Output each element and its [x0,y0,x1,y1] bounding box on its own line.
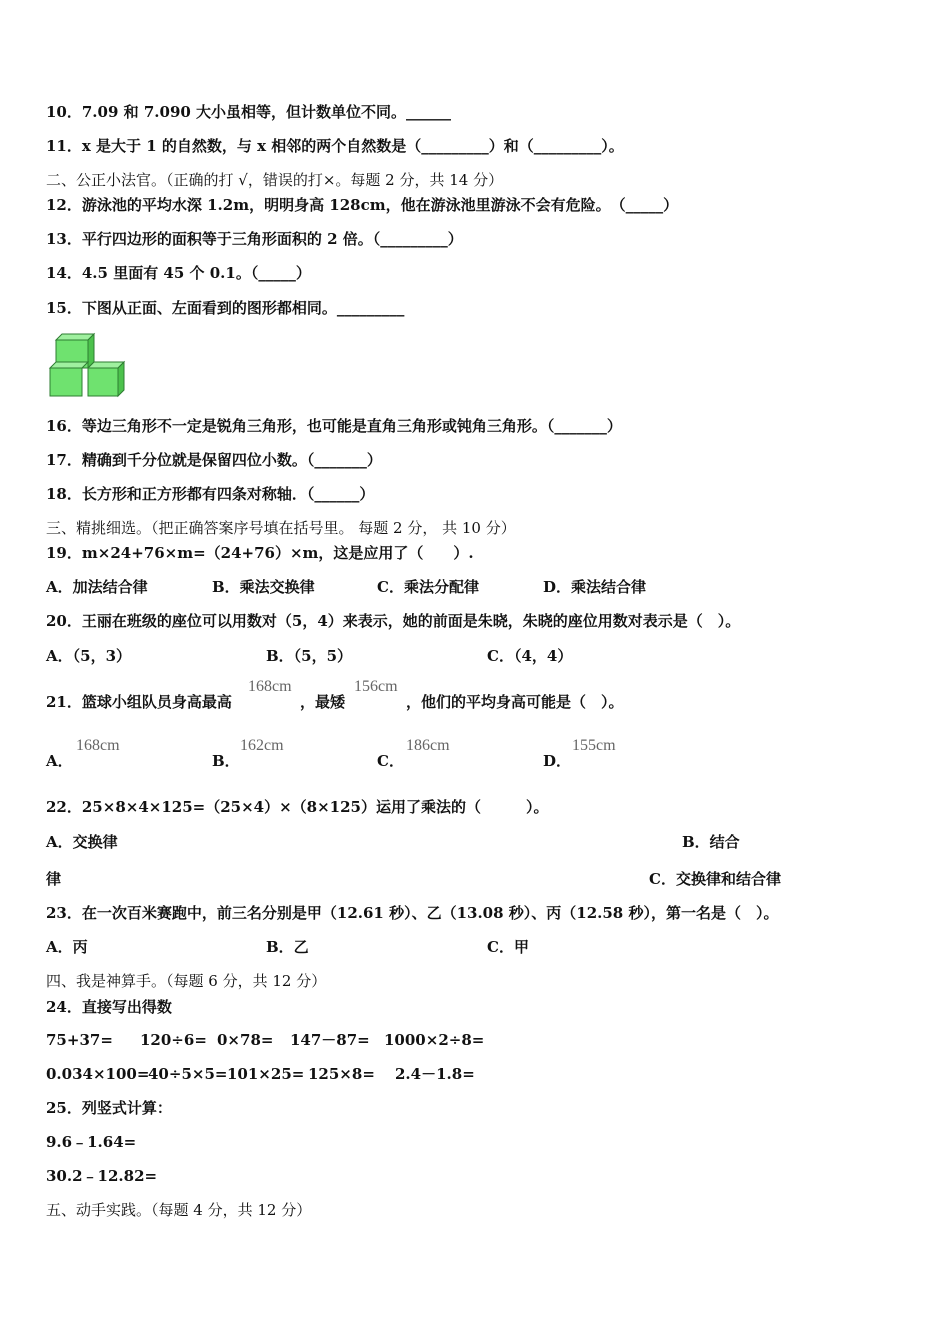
q19-option-b: B．乘法交换律 [212,578,315,596]
section-2-heading: 二、公正小法官。（正确的打 √，错误的打×。每题 2 分，共 14 分） [46,171,504,189]
q24-row1-item1: 75+37= [46,1031,113,1049]
q24-row1-item5: 1000×2÷8= [384,1031,485,1049]
q23-option-c: C．甲 [487,938,529,956]
q19-option-c: C．乘法分配律 [377,578,479,596]
question-16: 16．等边三角形不一定是锐角三角形，也可能是直角三角形或钝角三角形。（_______） [46,417,622,435]
q20-option-a: A．（5，3） [46,647,132,665]
q20-option-b: B．（5，5） [266,647,353,665]
q21-option-b-label: B． [212,752,240,770]
q24-row1-item4: 147－87= [290,1031,370,1049]
question-23: 23．在一次百米赛跑中，前三名分别是甲（12.61 秒）、乙（13.08 秒）、丙（12.58 秒），第一名是（ ）。 [46,904,779,922]
q21-option-d-label: D． [543,752,572,770]
q24-row2-item3: 101×25= [227,1065,305,1083]
question-25: 25．列竖式计算： [46,1099,172,1117]
q24-row1-item2: 120÷6= [140,1031,207,1049]
question-20: 20．王丽在班级的座位可以用数对（5，4）来表示，她的前面是朱晓，朱晓的座位用数对表示是（ ）。 [46,612,741,630]
q24-row2-item5: 2.4－1.8= [395,1065,475,1083]
q22-option-b: B．结合 [682,833,740,851]
section-4-heading: 四、我是神算手。（每题 6 分，共 12 分） [46,972,327,990]
q22-option-b-wrap: 律 [46,870,62,888]
question-22: 22．25×8×4×125=（25×4）×（8×125）运用了乘法的（ ）。 [46,798,549,816]
question-10: 10．7.09 和 7.090 大小虽相等，但计数单位不同。______ [46,103,452,121]
q21-min-height-value: 156cm [354,678,398,695]
q19-option-a: A．加法结合律 [46,578,148,596]
q22-option-a: A．交换律 [46,833,118,851]
q20-option-c: C．（4，4） [487,647,573,665]
q23-option-a: A．丙 [46,938,88,956]
question-12: 12．游泳池的平均水深 1.2m，明明身高 128cm，他在游泳池里游泳不会有危险。 （_____） [46,196,679,214]
cube-figure [46,332,126,398]
q24-row2-item2: 40÷5×5= [148,1065,228,1083]
q21-max-height-value: 168cm [248,678,292,695]
question-13: 13．平行四边形的面积等于三角形面积的 2 倍。（_________） [46,230,463,248]
q24-row1-item3: 0×78= [217,1031,274,1049]
q22-option-c: C．交换律和结合律 [649,870,781,888]
q21-text-part1: 21．篮球小组队员身高最高 [46,693,232,711]
q21-option-c-label: C． [377,752,404,770]
question-17: 17．精确到千分位就是保留四位小数。（_______） [46,451,382,469]
q21-option-d-value: 155cm [572,737,616,754]
q25-item2: 30.2﹣12.82= [46,1167,158,1185]
q24-row2-item1: 0.034×100= [46,1065,150,1083]
q21-text-part3: ，他们的平均身高可能是（ ）。 [406,693,624,711]
question-11: 11．x 是大于 1 的自然数，与 x 相邻的两个自然数是（_________）和（_________）。 [46,137,624,155]
q21-option-a-value: 168cm [76,737,120,754]
q21-option-c-value: 186cm [406,737,450,754]
q21-option-a-label: A． [46,752,73,770]
q23-option-b: B．乙 [266,938,309,956]
question-15: 15．下图从正面、左面看到的图形都相同。_________ [46,299,405,317]
q19-option-d: D．乘法结合律 [543,578,647,596]
question-18: 18．长方形和正方形都有四条对称轴．（______） [46,485,375,503]
q24-row2-item4: 125×8= [308,1065,375,1083]
q21-option-b-value: 162cm [240,737,284,754]
question-24: 24．直接写出得数 [46,998,172,1016]
question-19: 19．m×24+76×m=（24+76）×m，这是应用了（ ）. [46,544,474,562]
section-5-heading: 五、动手实践。（每题 4 分，共 12 分） [46,1201,312,1219]
q21-text-part2: ，最矮 [300,693,346,711]
q25-item1: 9.6﹣1.64= [46,1133,137,1151]
section-3-heading: 三、精挑细选。（把正确答案序号填在括号里。 每题 2 分， 共 10 分） [46,519,516,537]
question-14: 14．4.5 里面有 45 个 0.1。（_____） [46,264,311,282]
